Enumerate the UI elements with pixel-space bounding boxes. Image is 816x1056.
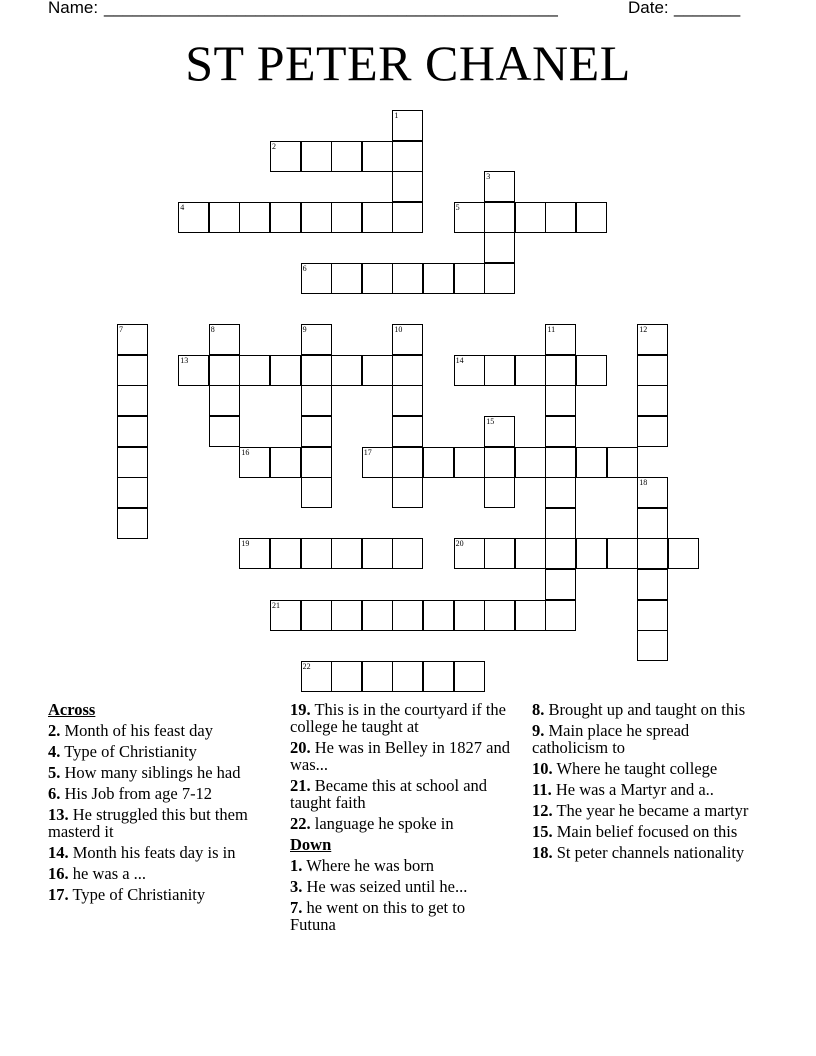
crossword-cell[interactable]: [392, 110, 423, 141]
clue-item-number: 10.: [532, 759, 553, 778]
crossword-cell[interactable]: [423, 600, 454, 631]
crossword-cell[interactable]: [362, 447, 393, 478]
crossword-cell[interactable]: [454, 202, 485, 233]
crossword-cell[interactable]: [392, 600, 423, 631]
clue-item-number: 4.: [48, 742, 61, 761]
clue-item-number: 15.: [532, 822, 553, 841]
crossword-cell[interactable]: [301, 661, 332, 692]
crossword-cell[interactable]: [637, 477, 668, 508]
crossword-cell[interactable]: [484, 355, 515, 386]
clue-number: 21: [272, 600, 280, 610]
crossword-cell[interactable]: [423, 661, 454, 692]
crossword-cell[interactable]: [301, 263, 332, 294]
clue-item-text: He was seized until he...: [302, 877, 468, 896]
crossword-cell[interactable]: [637, 324, 668, 355]
clue-item: [48, 886, 273, 903]
clue-number: 16: [241, 447, 250, 457]
clue-item: [532, 722, 767, 756]
crossword-cell[interactable]: [331, 600, 362, 631]
clue-item-text: He was in Belley in 1827 and was...: [290, 738, 510, 774]
clue-item-number: 17.: [48, 885, 69, 904]
crossword-cell[interactable]: [362, 538, 393, 569]
crossword-cell[interactable]: [362, 600, 393, 631]
crossword-cell[interactable]: [301, 141, 332, 172]
clue-item-text: Type of Christianity: [68, 885, 206, 904]
crossword-cell[interactable]: [576, 538, 607, 569]
crossword-cell[interactable]: [209, 355, 240, 386]
crossword-cell[interactable]: [270, 538, 301, 569]
crossword-cell[interactable]: [301, 202, 332, 233]
crossword-cell[interactable]: [362, 355, 393, 386]
clue-column-3: [532, 701, 767, 865]
clue-item-text: Main place he spread catholicism to: [532, 721, 690, 757]
crossword-cell[interactable]: [270, 447, 301, 478]
clue-item: [532, 802, 767, 819]
clue-number: 15: [486, 417, 495, 426]
crossword-cell[interactable]: [484, 263, 515, 294]
crossword-cell[interactable]: [392, 355, 423, 386]
clue-item: [290, 815, 515, 832]
crossword-cell[interactable]: [545, 385, 576, 416]
clue-item: [532, 844, 767, 861]
crossword-cell[interactable]: [301, 477, 332, 508]
clue-item-text: Month of his feast day: [60, 721, 213, 740]
clue-number: 19: [241, 539, 250, 549]
clue-number: 8: [210, 325, 215, 335]
clue-item: [48, 764, 273, 781]
clue-item-number: 16.: [48, 864, 69, 883]
clue-item: [48, 722, 273, 739]
clue-number: 13: [180, 355, 189, 365]
across-heading: Across: [48, 700, 96, 719]
crossword-cell[interactable]: [239, 447, 270, 478]
clue-item: [48, 844, 273, 861]
clue-item-text: Type of Christianity: [60, 742, 197, 761]
clue-item: [48, 743, 273, 760]
clue-item-number: 13.: [48, 805, 69, 824]
crossword-cell[interactable]: [239, 202, 270, 233]
name-line: ________________________________________________: [104, 0, 558, 17]
clue-number: 2: [272, 141, 276, 151]
across-clue-list-continued: [290, 701, 515, 832]
crossword-cell[interactable]: [362, 263, 393, 294]
crossword-cell[interactable]: [423, 263, 454, 294]
crossword-cell[interactable]: [545, 447, 576, 478]
clue-item: [48, 785, 273, 802]
clue-item: [290, 701, 515, 735]
crossword-cell[interactable]: [117, 324, 148, 355]
clue-item-number: 14.: [48, 843, 69, 862]
crossword-cell[interactable]: [301, 385, 332, 416]
crossword-cell[interactable]: [209, 385, 240, 416]
clue-item-number: 6.: [48, 784, 61, 803]
clue-item-text: he was a ...: [68, 864, 147, 883]
down-clue-list: [290, 857, 515, 933]
crossword-cell[interactable]: [484, 416, 515, 447]
crossword-cell[interactable]: [331, 202, 362, 233]
crossword-cell[interactable]: [301, 324, 332, 355]
crossword-cell[interactable]: [117, 355, 148, 386]
crossword-cell[interactable]: [392, 202, 423, 233]
crossword-cell[interactable]: [423, 447, 454, 478]
clue-item: [48, 806, 273, 840]
puzzle-title: ST PETER CHANEL: [185, 35, 631, 91]
clue-item-text: Where he was born: [302, 856, 435, 875]
clue-number: 22: [302, 661, 311, 671]
clue-item: [290, 857, 515, 874]
clue-item-number: 20.: [290, 738, 311, 757]
crossword-cell[interactable]: [392, 141, 423, 172]
clue-item-text: language he spoke in: [310, 814, 454, 833]
crossword-cell[interactable]: [454, 600, 485, 631]
clue-item-text: Brought up and taught on this: [544, 700, 746, 719]
clue-item-number: 8.: [532, 700, 545, 719]
crossword-cell[interactable]: [270, 600, 301, 631]
crossword-cell[interactable]: [545, 600, 576, 631]
clue-item-text: Became this at school and taught faith: [290, 776, 488, 812]
crossword-cell[interactable]: [209, 202, 240, 233]
crossword-cell[interactable]: [545, 538, 576, 569]
crossword-cell[interactable]: [545, 324, 576, 355]
crossword-cell[interactable]: [392, 171, 423, 202]
crossword-cell[interactable]: [576, 202, 607, 233]
crossword-cell[interactable]: [301, 447, 332, 478]
crossword-cell[interactable]: [576, 447, 607, 478]
clue-number: 10: [394, 325, 403, 335]
clue-item: [290, 878, 515, 895]
crossword-cell[interactable]: [637, 569, 668, 600]
clue-number: 6: [302, 264, 307, 273]
clue-number: 9: [302, 325, 307, 335]
crossword-cell[interactable]: [331, 538, 362, 569]
clue-item: [532, 781, 767, 798]
crossword-cell[interactable]: [270, 202, 301, 233]
crossword-cell[interactable]: [117, 508, 148, 539]
crossword-cell[interactable]: [392, 263, 423, 294]
clue-item-text: The year he became a martyr: [552, 801, 749, 820]
crossword-cell[interactable]: [515, 202, 546, 233]
crossword-cell[interactable]: [637, 630, 668, 661]
crossword-cell[interactable]: [301, 600, 332, 631]
clue-number: 18: [639, 478, 648, 488]
crossword-cell[interactable]: [454, 538, 485, 569]
clue-number: 20: [455, 539, 464, 549]
crossword-cell[interactable]: [484, 477, 515, 508]
crossword-cell[interactable]: [484, 232, 515, 263]
clue-item-number: 12.: [532, 801, 553, 820]
clue-number: 1: [394, 111, 399, 120]
crossword-cell[interactable]: [515, 355, 546, 386]
crossword-cell[interactable]: [637, 416, 668, 447]
crossword-cell[interactable]: [301, 416, 332, 447]
crossword-cell[interactable]: [545, 355, 576, 386]
clue-item-number: 18.: [532, 843, 553, 862]
crossword-cell[interactable]: [362, 202, 393, 233]
clue-number: 11: [547, 325, 556, 335]
crossword-cell[interactable]: [209, 324, 240, 355]
clue-number: 12: [639, 325, 648, 335]
crossword-cell[interactable]: [239, 538, 270, 569]
clue-item-number: 9.: [532, 721, 545, 740]
crossword-cell[interactable]: [362, 661, 393, 692]
crossword-cell[interactable]: [270, 141, 301, 172]
crossword-cell[interactable]: [515, 447, 546, 478]
crossword-cell[interactable]: [392, 416, 423, 447]
crossword-cell[interactable]: [178, 202, 209, 233]
crossword-cell[interactable]: [484, 447, 515, 478]
clue-item-number: 11.: [532, 780, 552, 799]
clue-item-text: How many siblings he had: [60, 763, 241, 782]
clue-column-2: [290, 701, 515, 937]
crossword-cell[interactable]: [515, 600, 546, 631]
clue-number: 3: [486, 172, 491, 182]
crossword-cell[interactable]: [392, 661, 423, 692]
crossword-cell[interactable]: [484, 600, 515, 631]
crossword-cell[interactable]: [545, 508, 576, 539]
clue-number: 7: [119, 325, 123, 335]
crossword-cell[interactable]: [301, 538, 332, 569]
across-clue-list: [48, 722, 273, 903]
crossword-cell[interactable]: [117, 477, 148, 508]
crossword-cell[interactable]: [117, 385, 148, 416]
crossword-cell[interactable]: [331, 141, 362, 172]
clue-item-text: His Job from age 7-12: [60, 784, 213, 803]
crossword-cell[interactable]: [331, 661, 362, 692]
crossword-cell[interactable]: [117, 416, 148, 447]
clue-item-text: Where he taught college: [552, 759, 718, 778]
crossword-cell[interactable]: [515, 538, 546, 569]
crossword-cell[interactable]: [637, 508, 668, 539]
clue-item-number: 2.: [48, 721, 61, 740]
clue-number: 4: [180, 202, 185, 212]
crossword-cell[interactable]: [392, 385, 423, 416]
crossword-cell[interactable]: [301, 355, 332, 386]
crossword-cell[interactable]: [454, 661, 485, 692]
crossword-cell[interactable]: [607, 538, 638, 569]
clue-item: [532, 823, 767, 840]
clue-item-text: St peter channels nationality: [552, 843, 745, 862]
clue-column-1: [48, 701, 273, 907]
clue-item-number: 3.: [290, 877, 303, 896]
clue-item-number: 19.: [290, 700, 311, 719]
crossword-cell[interactable]: [454, 447, 485, 478]
clue-item-number: 1.: [290, 856, 303, 875]
clue-item-number: 22.: [290, 814, 311, 833]
name-label: Name:: [48, 0, 99, 17]
crossword-cell[interactable]: [178, 355, 209, 386]
clue-item-text: He struggled this but them masterd it: [48, 805, 248, 841]
clue-number: 14: [455, 355, 464, 365]
crossword-cell[interactable]: [545, 477, 576, 508]
clue-item-text: Month his feats day is in: [68, 843, 236, 862]
crossword-cell[interactable]: [484, 538, 515, 569]
clue-item-text: This is in the courtyard if the college he taught at: [290, 700, 506, 736]
crossword-cell[interactable]: [637, 538, 668, 569]
crossword-cell[interactable]: [239, 355, 270, 386]
crossword-cell[interactable]: [392, 538, 423, 569]
clue-item: [290, 899, 515, 933]
crossword-cell[interactable]: [454, 263, 485, 294]
crossword-cell[interactable]: [331, 263, 362, 294]
crossword-cell[interactable]: [117, 447, 148, 478]
crossword-cell[interactable]: [454, 355, 485, 386]
clue-item-text: Main belief focused on this: [552, 822, 738, 841]
clue-item: [48, 865, 273, 882]
crossword-cell[interactable]: [484, 202, 515, 233]
clue-item: [532, 701, 767, 718]
crossword-cell[interactable]: [545, 416, 576, 447]
clue-item-text: He was a Martyr and a..: [551, 780, 714, 799]
clue-item: [532, 760, 767, 777]
clue-item-number: 7.: [290, 898, 303, 917]
crossword-cell[interactable]: [209, 416, 240, 447]
crossword-cell[interactable]: [607, 447, 638, 478]
date-label: Date:: [628, 0, 669, 17]
crossword-cell[interactable]: [576, 355, 607, 386]
crossword-cell[interactable]: [637, 600, 668, 631]
clue-item-number: 5.: [48, 763, 61, 782]
clue-item-number: 21.: [290, 776, 311, 795]
date-line: _______: [674, 0, 741, 17]
down-clue-list-continued: [532, 701, 767, 861]
crossword-cell[interactable]: [668, 538, 699, 569]
crossword-cell[interactable]: [545, 202, 576, 233]
clue-item-text: he went on this to get to Futuna: [290, 898, 466, 934]
clue-item: [290, 777, 515, 811]
crossword-cell[interactable]: [484, 171, 515, 202]
crossword-cell[interactable]: [392, 477, 423, 508]
crossword-cell[interactable]: [331, 355, 362, 386]
crossword-cell[interactable]: [545, 569, 576, 600]
crossword-cell[interactable]: [392, 324, 423, 355]
crossword-cell[interactable]: [637, 355, 668, 386]
clue-number: 5: [455, 202, 460, 212]
crossword-cell[interactable]: [392, 447, 423, 478]
clue-item: [290, 739, 515, 773]
crossword-cell[interactable]: [362, 141, 393, 172]
down-heading: Down: [290, 835, 332, 854]
clue-number: 17: [363, 447, 372, 457]
crossword-cell[interactable]: [637, 385, 668, 416]
crossword-cell[interactable]: [270, 355, 301, 386]
